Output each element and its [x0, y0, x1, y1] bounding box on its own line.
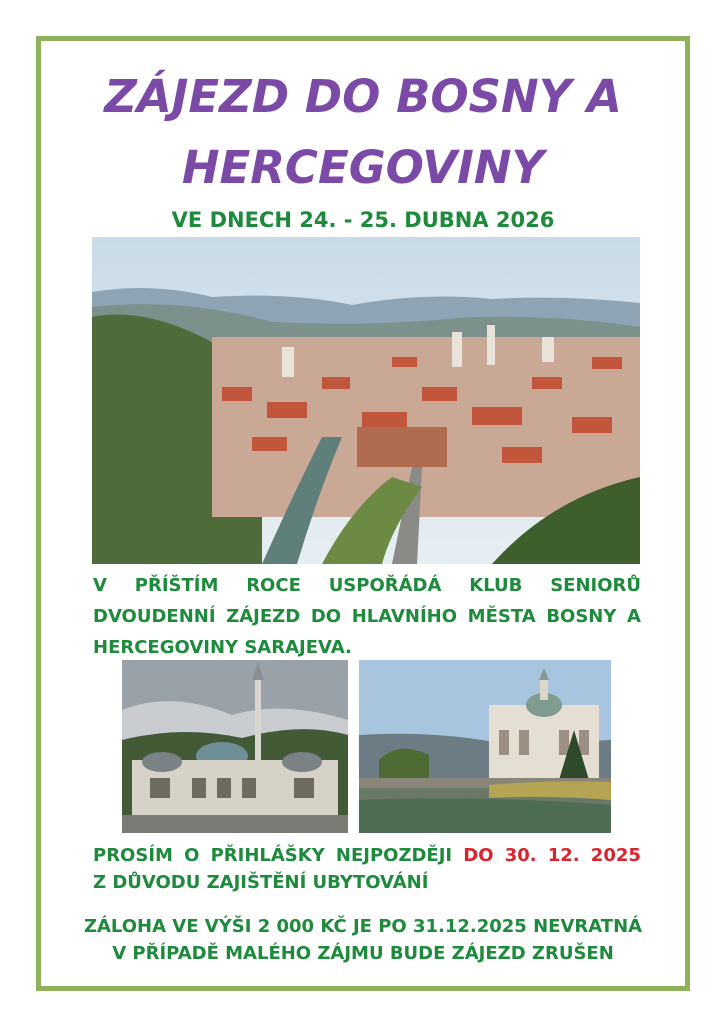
title-line-1: ZÁJEZD DO BOSNY A [104, 70, 622, 123]
registration-deadline [93, 842, 641, 896]
cancellation-note: V PŘÍPADĚ MALÉHO ZÁJMU BUDE ZÁJEZD ZRUŠEN [112, 943, 614, 964]
deadline-line-1 [93, 842, 641, 869]
deposit-notes [40, 913, 686, 967]
deposit-note: ZÁLOHA VE VÝŠI 2 000 KČ JE PO 31.12.2025 NEVRATNÁ [83, 916, 643, 937]
trip-date: VE DNECH 24. - 25. DUBNA 2026 [171, 208, 555, 232]
sarajevo-panorama-photo [92, 237, 640, 564]
deadline-date-word: 30. [504, 845, 537, 866]
deadline-date-word: DO [463, 845, 494, 866]
deadline-word: O [184, 845, 200, 866]
deadline-date-word: 2025 [590, 845, 641, 866]
deadline-word: NEJPOZDĚJI [335, 845, 453, 866]
deadline-word: PROSÍM [93, 845, 173, 866]
riverside-building-photo [359, 660, 611, 833]
deadline-line-2: Z DŮVODU ZAJIŠTĚNÍ UBYTOVÁNÍ [93, 872, 429, 893]
title-line-2: HERCEGOVINY [181, 141, 545, 194]
mosque-photo [122, 660, 348, 833]
deadline-date-word: 12. [547, 845, 580, 866]
intro-paragraph: V PŘÍŠTÍM ROCE USPOŘÁDÁ KLUB SENIORŮ DVOUDENNÍ ZÁJEZD DO HLAVNÍHO MĚSTA BOSNY A HERCEGOVINY SARAJEVA. [93, 575, 641, 658]
deadline-word: PŘIHLÁŠKY [210, 845, 325, 866]
